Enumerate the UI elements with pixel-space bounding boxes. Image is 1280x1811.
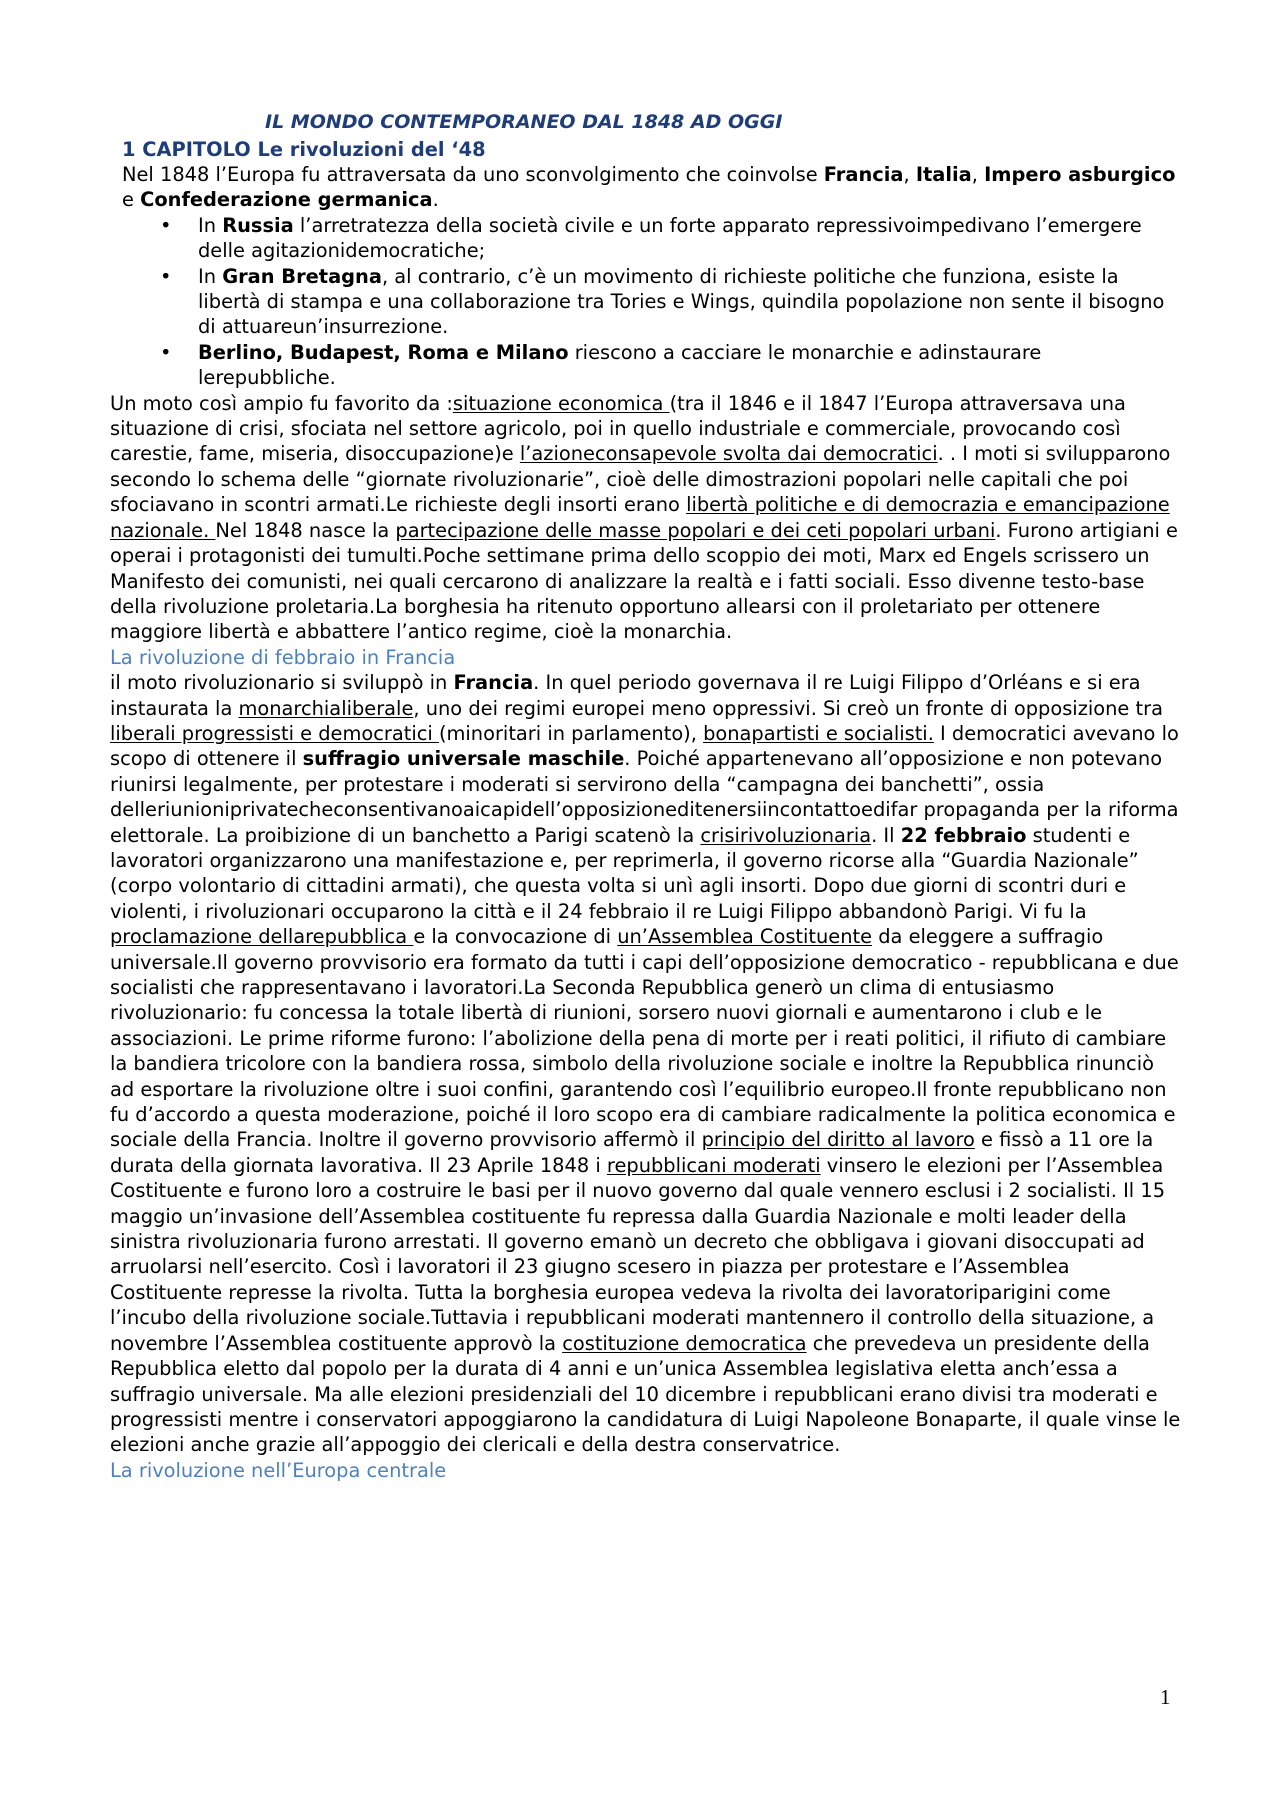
paragraph-france: il moto rivoluzionario si sviluppò in Francia. In quel periodo governava il re Luigi Filippo d’Orléans e si era instaurata la monarchialiberale, uno dei regimi europei meno oppressivi. Si creò un fronte di opposizione tra liberali progressisti e democratici (minoritari in parlamento), bonapartisti e socialisti. I democratici avevano lo scopo di ottenere il suffragio universale maschile. Poiché appartenevano all’opposizione e non potevano riunirsi legalmente, per protestare i moderati si servirono della “campagna dei banchetti”, ossia delleriunioniprivatecheconsentivanoaicapidell’opposizioneditenersiincontattoedifar propaganda per la riforma elettorale. La proibizione di un banchetto a Parigi scatenò la crisirivoluzionaria. Il 22 febbraio studenti e lavoratori organizzarono una manifestazione e, per reprimerla, il governo ricorse alla “Guardia Nazionale” (corpo volontario di cittadini armati), che questa volta si unì agli insorti. Dopo due giorni di scontri duri e violenti, i rivoluzionari occuparono la città e il 24 febbraio il re Luigi Filippo abbandonò Parigi. Vi fu la proclamazione dellarepubblica e la convocazione di un’Assemblea Costituente da eleggere a suffragio universale.Il governo provvisorio era formato da tutti i capi dell’opposizione democratico - repubblicana e due socialisti che rappresentavano i lavoratori.La Seconda Repubblica generò un clima di entusiasmo rivoluzionario: fu concessa la totale libertà di riunioni, sorsero nuovi giornali e aumentarono i club e le associazioni. Le prime riforme furono: l’abolizione della pena di morte per i reati politici, il rifiuto di cambiare la bandiera tricolore con la bandiera rossa, simbolo della rivoluzione sociale e inoltre la Repubblica rinunciò ad esportare la rivoluzione oltre i suoi confini, garantendo così l’equilibrio europeo.Il fronte repubblicano non fu d’accordo a questa moderazione, poiché il loro scopo era di cambiare radicalmente la politica economica e sociale della Francia. Inoltre il governo provvisorio affermò il principio del diritto al lavoro e fissò a 11 ore la durata della giornata lavorativa. Il 23 Aprile 1848 i repubblicani moderati vinsero le elezioni per l’Assemblea Costituente e furono loro a costruire le basi per il nuovo governo dal quale vennero esclusi i 2 socialisti. Il 15 maggio un’invasione dell’Assemblea costituente fu repressa dalla Guardia Nazionale e molti leader della sinistra rivoluzionaria furono arrestati. Il governo emanò un decreto che obbligava i giovani disoccupati ad arruolarsi nell’esercito. Così i lavoratori il 23 giugno scesero in piazza per protestare e l’Assemblea Costituente represse la rivolta. Tutta la borghesia europea vedeva la rivolta dei lavoratoriparigini come l’incubo della rivoluzione sociale.Tuttavia i repubblicani moderati mantennero il controllo della situazione, a novembre l’Assemblea costituente approvò la costituzione democratica che prevedeva un presidente della Repubblica eletto dal popolo per la durata di 4 anni e un’unica Assemblea legislativa eletta anch’essa a suffragio universale. Ma alle elezioni presidenziali del 10 dicembre i repubblicani erano divisi tra moderati e progressisti mentre i conservatori appoggiarono la candidatura di Luigi Napoleone Bonaparte, il quale vinse le elezioni anche grazie all’appoggio dei clericali e della destra conservatrice.	[110, 671, 1181, 1457]
bullet-list	[110, 213, 1182, 391]
bullet-icon: •	[160, 213, 172, 237]
list-item: • Berlino, Budapest, Roma e Milano riescono a cacciare le monarchie e adinstaurare lerepubbliche.	[160, 340, 1042, 390]
bullet-icon: •	[160, 264, 172, 288]
bullet-icon: •	[160, 340, 172, 364]
chapter-heading: 1 CAPITOLO Le rivoluzioni del ‘48	[122, 138, 486, 161]
document-title: IL MONDO CONTEMPORANEO DAL 1848 AD OGGI	[265, 111, 783, 133]
page-number: 1	[1160, 1685, 1171, 1709]
document-body	[110, 110, 1182, 1483]
intro-paragraph: Nel 1848 l’Europa fu attraversata da uno sconvolgimento che coinvolse Francia, Italia, Impero asburgico e Confederazione germanica.	[122, 163, 1176, 212]
section-heading-february: La rivoluzione di febbraio in Francia	[110, 645, 456, 669]
section-heading-central-europe: La rivoluzione nell’Europa centrale	[110, 1458, 447, 1482]
list-item: • In Gran Bretagna, al contrario, c’è un movimento di richieste politiche che funziona, esiste la libertà di stampa e una collaborazione tra Tories e Wings, quindila popolazione non sente il bisogno di attuareun’insurrezione.	[160, 264, 1165, 339]
list-item: • In Russia l’arretratezza della società civile e un forte apparato repressivoimpedivano l’emergere delle agitazionidemocratiche;	[160, 213, 1142, 263]
paragraph-causes: Un moto così ampio fu favorito da :situazione economica (tra il 1846 e il 1847 l’Europa attraversava una situazione di crisi, sfociata nel settore agricolo, poi in quello industriale e commerciale, provocando così carestie, fame, miseria, disoccupazione)e l’azioneconsapevole svolta dai democratici. . I moti si svilupparono secondo lo schema delle “giornate rivoluzionarie”, cioè delle dimostrazioni popolari nelle capitali che poi sfociavano in scontri armati.Le richieste degli insorti erano libertà politiche e di democrazia e emancipazione nazionale. Nel 1848 nasce la partecipazione delle masse popolari e dei ceti popolari urbani. Furono artigiani e operai i protagonisti dei tumulti.Poche settimane prima dello scoppio dei moti, Marx ed Engels scrissero un Manifesto dei comunisti, nei quali cercarono di analizzare la realtà e i fatti sociali. Esso divenne testo-base della rivoluzione proletaria.La borghesia ha ritenuto opportuno allearsi con il proletariato per ottenere maggiore libertà e abbattere l’antico regime, cioè la monarchia.	[110, 391, 1178, 644]
